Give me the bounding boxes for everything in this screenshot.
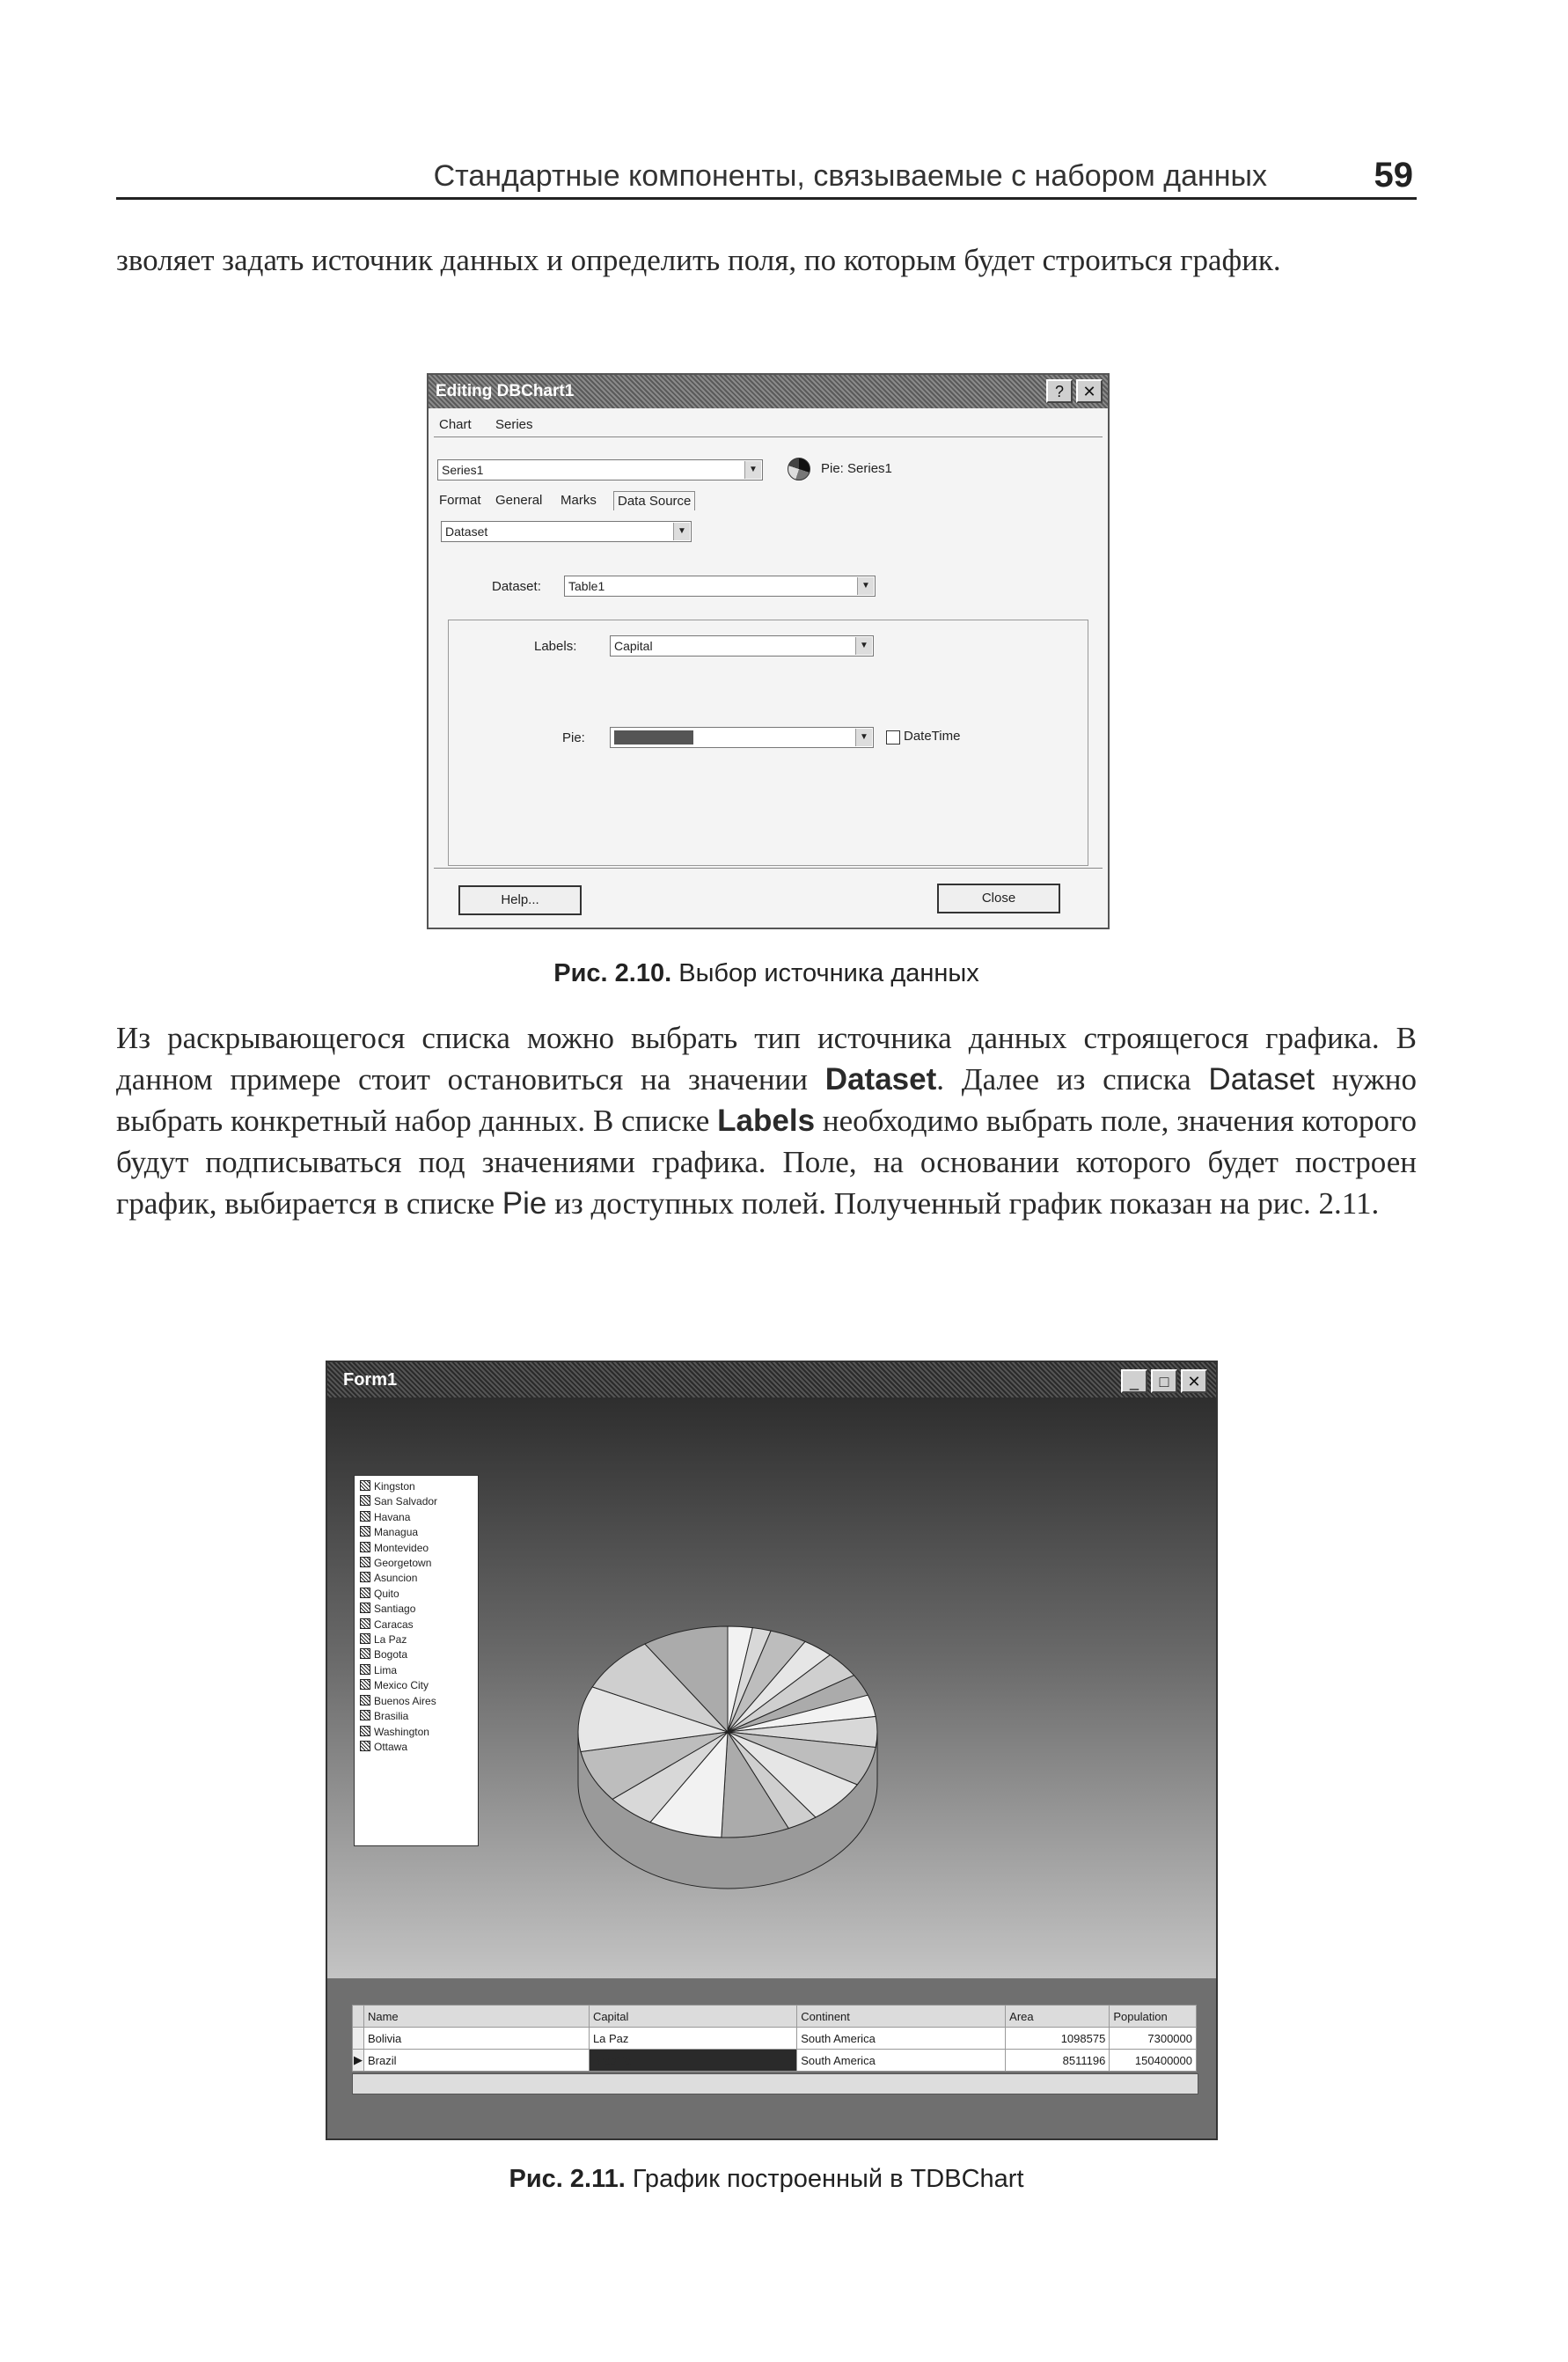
tab-divider	[434, 436, 1103, 437]
pie-field-combo[interactable]	[610, 727, 874, 748]
table-row[interactable]	[353, 2028, 1197, 2050]
legend-item[interactable]: Georgetown	[360, 1556, 478, 1571]
selected-value	[614, 730, 693, 745]
chart-area	[327, 1397, 1216, 1978]
figure-caption-1	[116, 959, 1417, 988]
keyword: Dataset	[824, 1062, 937, 1097]
grid-header-population[interactable]: Population	[1110, 2006, 1197, 2028]
grid-cell[interactable]: 1098575	[1006, 2028, 1110, 2050]
grid-cell[interactable]: Bolivia	[363, 2028, 589, 2050]
form-title: Form1	[343, 1370, 398, 1390]
dialog-titlebar	[429, 375, 1108, 408]
keyword: Labels	[717, 1104, 816, 1138]
grid-cell[interactable]: 150400000	[1110, 2050, 1197, 2072]
help-button[interactable]: Help...	[458, 885, 582, 915]
legend-item[interactable]: Montevideo	[360, 1541, 478, 1556]
datetime-label: DateTime	[904, 729, 961, 744]
legend-item[interactable]: Managua	[360, 1525, 478, 1540]
row-indicator-icon: ▶	[353, 2050, 364, 2072]
legend-item[interactable]: Caracas	[360, 1617, 478, 1632]
tab-data-source[interactable]: Data Source	[613, 491, 695, 510]
pie-chart	[327, 1397, 1216, 1978]
running-title: Стандартные компоненты, связываемые с набором данных	[433, 159, 1267, 193]
legend-item[interactable]: Ottawa	[360, 1740, 478, 1755]
legend-item[interactable]: Mexico City	[360, 1678, 478, 1693]
paragraph-explanation: Из раскрывающегося списка можно выбрать тип источника данных строящегося графика. В данном примере стоит остановиться на значении Dataset. Далее из списка Dataset нужно выбрать конкретный набор данных. В списке Labels необходимо выбрать поле, значения которого будут подписываться под значениями графика. Поле, на основании которого будет построен график, выбирается в списке Pie из доступных полей. Полученный график показан на рис. 2.11.	[116, 1021, 1417, 1221]
legend-item[interactable]: Kingston	[360, 1479, 478, 1494]
grid-cell[interactable]: La Paz	[589, 2028, 796, 2050]
series-name: Pie: Series1	[821, 461, 892, 476]
horizontal-scrollbar[interactable]	[352, 2073, 1198, 2094]
paragraph-intro: зволяет задать источник данных и определить поля, по которым будет строиться график.	[116, 243, 1281, 277]
caption-number: Рис. 2.11.	[509, 2165, 626, 2193]
keyword: Dataset	[1208, 1062, 1315, 1097]
table-row[interactable]	[353, 2050, 1197, 2072]
legend-item[interactable]: San Salvador	[360, 1494, 478, 1509]
tab-chart[interactable]: Chart	[439, 417, 472, 432]
minimize-icon[interactable]: _	[1121, 1369, 1147, 1393]
dataset-combo[interactable]: Table1 ▼	[564, 576, 876, 597]
grid-header-row	[353, 2006, 1197, 2028]
labels-label: Labels:	[534, 639, 577, 654]
grid-cell[interactable]: 8511196	[1006, 2050, 1110, 2072]
dataset-label: Dataset:	[492, 579, 541, 594]
legend-item[interactable]: Lima	[360, 1663, 478, 1678]
legend-item[interactable]: Bogota	[360, 1647, 478, 1662]
dialog-title: Editing DBChart1	[436, 382, 575, 400]
legend-item[interactable]: Brasilia	[360, 1709, 478, 1724]
pie-label: Pie:	[562, 730, 585, 745]
chart-editor-dialog	[427, 373, 1110, 929]
form-titlebar	[327, 1362, 1216, 1397]
keyword: Pie	[502, 1186, 547, 1221]
source-type-combo[interactable]: Dataset ▼	[441, 521, 692, 542]
chevron-down-icon: ▼	[744, 461, 761, 479]
series-combo[interactable]: Series1 ▼	[437, 459, 763, 480]
legend-item[interactable]: Quito	[360, 1587, 478, 1602]
grid-cell[interactable]: South America	[797, 2050, 1006, 2072]
datetime-checkbox[interactable]	[886, 730, 900, 745]
caption-text: Выбор источника данных	[678, 959, 979, 987]
labels-combo[interactable]: Capital ▼	[610, 635, 874, 657]
legend-item[interactable]: Santiago	[360, 1602, 478, 1617]
tab-marks[interactable]: Marks	[561, 493, 597, 508]
legend-item[interactable]: Asuncion	[360, 1571, 478, 1586]
chevron-down-icon: ▼	[855, 637, 872, 655]
chevron-down-icon: ▼	[855, 729, 872, 746]
close-icon[interactable]: ✕	[1076, 379, 1103, 403]
footer-divider	[434, 868, 1103, 869]
running-head	[116, 157, 1417, 200]
grid-header-continent[interactable]: Continent	[797, 2006, 1006, 2028]
data-grid[interactable]	[352, 2005, 1197, 2072]
tab-format[interactable]: Format	[439, 493, 481, 508]
figure-caption-2	[116, 2165, 1417, 2194]
grid-header-capital[interactable]: Capital	[589, 2006, 796, 2028]
chevron-down-icon: ▼	[673, 523, 690, 540]
grid-cell-selected[interactable]: Brasilia	[589, 2050, 796, 2072]
chevron-down-icon: ▼	[857, 577, 874, 595]
caption-number: Рис. 2.10.	[553, 959, 672, 987]
grid-header-area[interactable]: Area	[1006, 2006, 1110, 2028]
legend-item[interactable]: Washington	[360, 1725, 478, 1740]
help-icon[interactable]: ?	[1046, 379, 1073, 403]
tab-general[interactable]: General	[495, 493, 543, 508]
legend-item[interactable]: Buenos Aires	[360, 1694, 478, 1709]
page-number: 59	[1374, 156, 1413, 194]
legend-item[interactable]: La Paz	[360, 1632, 478, 1647]
grid-cell[interactable]: South America	[797, 2028, 1006, 2050]
legend-item[interactable]: Havana	[360, 1510, 478, 1525]
pie-series-icon	[788, 458, 810, 480]
grid-header-name[interactable]: Name	[363, 2006, 589, 2028]
maximize-icon[interactable]: □	[1151, 1369, 1177, 1393]
grid-cell[interactable]: 7300000	[1110, 2028, 1197, 2050]
grid-cell[interactable]: Brazil	[363, 2050, 589, 2072]
close-button[interactable]: Close	[937, 884, 1060, 913]
form1-window	[326, 1361, 1218, 2140]
close-icon[interactable]: ✕	[1181, 1369, 1207, 1393]
caption-text: График построенный в TDBChart	[632, 2165, 1024, 2193]
tab-series[interactable]: Series	[495, 417, 533, 432]
